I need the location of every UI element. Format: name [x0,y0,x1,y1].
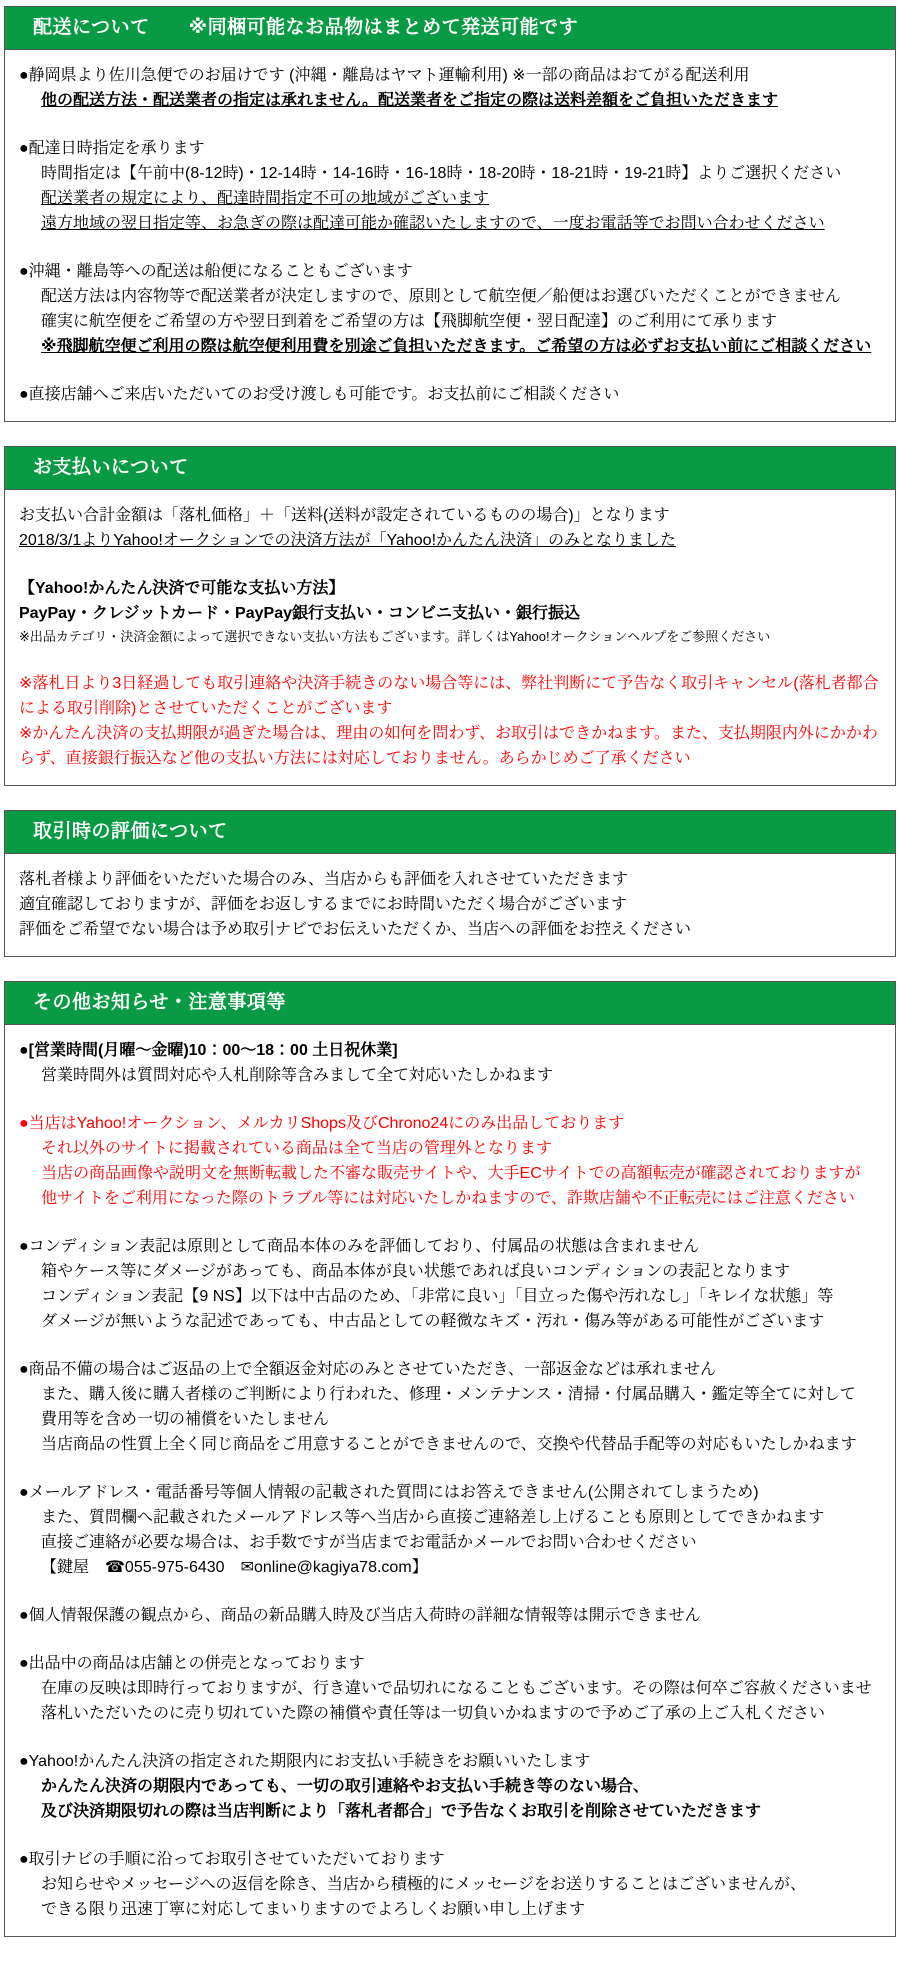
text-block [19,1847,879,1922]
bullet-line: ●コンディション表記は原則として商品本体のみを評価しており、付属品の状態は含まれません [19,1238,700,1255]
text-line: 時間指定は【午前中(8-12時)・12-14時・14-16時・16-18時・18-20時・18-21時・19-21時】よりご選択ください [41,165,842,182]
section-other-notices [4,981,896,1937]
section-header-shipping: 配送について ※同梱可能なお品物はまとめて発送可能です [5,7,895,50]
bullet-line: ●Yahoo!かんたん決済の指定された期限内にお支払い手続きをお願いいたします [19,1753,591,1770]
text-block [19,63,879,113]
section-body-rating [5,854,895,956]
text-line: ※出品カテゴリ・決済金額によって選択できない支払い方法もございます。詳しくはYahoo!オークションヘルプをご参照ください [19,629,771,644]
text-line: 箱やケース等にダメージがあっても、商品本体が良い状態であれば良いコンディションの表記となります [41,1263,791,1280]
section-payment [4,446,896,786]
text-line: 適宜確認しておりますが、評価をお返しするまでにお時間いただく場合がございます [19,896,628,913]
text-line: ※かんたん決済の支払期限が過ぎた場合は、理由の如何を問わず、お取引はできかねます。また、支払期限内外にかかわらず、直接銀行振込など他の支払い方法には対応しておりません。あらかじめご了承ください [19,725,878,767]
text-line: ダメージが無いような記述であっても、中古品としての軽微なキズ・汚れ・傷み等がある可能性がございます [41,1313,825,1330]
section-body-other-notices [5,1025,895,1936]
section-rating [4,810,896,957]
text-block [19,1234,879,1334]
bullet-line: ●静岡県より佐川急便でのお届けです (沖縄・離島はヤマト運輸利用) ※一部の商品はおてがる配送利用 [19,67,750,84]
text-block [19,136,879,236]
bullet-line: ●[営業時間(月曜～金曜)10：00～18：00 土日祝休業] [19,1042,398,1059]
text-line: 2018/3/1よりYahoo!オークションでの決済方法が「Yahoo!かんたん決済」のみとなりました [19,532,677,549]
text-block [19,576,879,648]
text-line: それ以外のサイトに掲載されている商品は全て当店の管理外となります [41,1140,552,1157]
bullet-line: ●個人情報保護の観点から、商品の新品購入時及び当店入荷時の詳細な情報等は開示できません [19,1607,701,1624]
text-line: 直接ご連絡が必要な場合は、お手数ですが当店までお電話かメールでお問い合わせください [41,1534,697,1551]
text-line: 在庫の反映は即時行っておりますが、行き違いで品切れになることもございます。その際は何卒ご容赦くださいませ [41,1680,872,1697]
bullet-line: ●配達日時指定を承ります [19,140,205,157]
text-line: 評価をご希望でない場合は予め取引ナビでお伝えいただくか、当店への評価をお控えください [19,921,692,938]
bullet-line: ●取引ナビの手順に沿ってお取引させていただいております [19,1851,445,1868]
section-header-other-notices: その他お知らせ・注意事項等 [5,982,895,1025]
text-line: 落札者様より評価をいただいた場合のみ、当店からも評価を入れさせていただきます [19,871,628,888]
text-line: かんたん決済の期限内であっても、一切の取引連絡やお支払い手続き等のない場合、 [41,1778,649,1795]
text-line: また、購入後に購入者様のご判断により行われた、修理・メンテナンス・清掃・付属品購入・鑑定等全てに対して [41,1386,856,1403]
bullet-line: ●メールアドレス・電話番号等個人情報の記載された質問にはお答えできません(公開されてしまうため) [19,1484,759,1501]
text-line: 落札いただいたのに売り切れていた際の補償や責任等は一切負いかねますので予めご了承の上ご入札ください [41,1705,826,1722]
text-block [19,1038,879,1088]
text-line: 確実に航空便をご希望の方や翌日到着をご希望の方は【飛脚航空便・翌日配達】のご利用にて承ります [41,313,778,330]
section-body-payment [5,490,895,785]
text-block [19,1749,879,1824]
text-line: 配送方法は内容物等で配送業者が決定しますので、原則として航空便／船便はお選びいただくことができません [41,288,841,305]
bullet-line: ●当店はYahoo!オークション、メルカリShops及びChrono24にのみ出品しております [19,1115,625,1132]
text-block [19,1651,879,1726]
text-block [19,1480,879,1580]
text-block [19,503,879,553]
section-shipping [4,6,896,422]
bullet-line: ●出品中の商品は店舗との併売となっております [19,1655,365,1672]
text-line: PayPay・クレジットカード・PayPay銀行支払い・コンビニ支払い・銀行振込 [19,605,580,622]
text-line: できる限り迅速丁寧に対応してまいりますのでよろしくお願い申し上げます [41,1901,586,1918]
text-line: 他サイトをご利用になった際のトラブル等には対応いたしかねますので、詐欺店舗や不正転売にはご注意ください [41,1190,855,1207]
text-line: 遠方地域の翌日指定等、お急ぎの際は配達可能か確認いたしますので、一度お電話等でお問い合わせください [41,215,825,232]
text-block [19,1111,879,1211]
bullet-line: ●沖縄・離島等への配送は船便になることもございます [19,263,413,280]
text-block [19,382,879,407]
text-block [19,1603,879,1628]
text-line: 営業時間外は質問対応や入札削除等含みまして全て対応いたしかねます [41,1067,554,1084]
notice-sections-container [0,6,900,1937]
text-line: 他の配送方法・配送業者の指定は承れません。配送業者をご指定の際は送料差額をご負担いただきます [41,92,778,109]
text-line: お知らせやメッセージへの返信を除き、当店から積極的にメッセージをお送りすることはございませんが、 [41,1876,806,1893]
text-line: ※落札日より3日経過しても取引連絡や決済手続きのない場合等には、弊社判断にて予告なく取引キャンセル(落札者都合による取引削除)とさせていただくことがございます [19,675,879,717]
text-line: 配送業者の規定により、配達時間指定不可の地域がございます [41,190,490,207]
bullet-line: ●商品不備の場合はご返品の上で全額返金対応のみとさせていただき、一部返金などは承れません [19,1361,717,1378]
text-line: 当店の商品画像や説明文を無断転載した不審な販売サイトや、大手ECサイトでの高額転売が確認されておりますが [41,1165,861,1182]
text-line: 費用等を含め一切の補償をいたしません [41,1411,330,1428]
text-line: 【Yahoo!かんたん決済で可能な支払い方法】 [19,580,345,597]
text-line: 【鍵屋 ☎055-975-6430 ✉online@kagiya78.com】 [41,1559,428,1576]
section-header-payment: お支払いについて [5,447,895,490]
text-line: また、質問欄へ記載されたメールアドレス等へ当店から直接ご連絡差し上げることも原則としてできかねます [41,1509,825,1526]
text-line: お支払い合計金額は「落札価格」＋「送料(送料が設定されているものの場合)」となります [19,507,670,524]
text-line: コンディション表記【9 NS】以下は中古品のため、「非常に良い」「目立った傷や汚れなし」「キレイな状態」等 [41,1288,834,1305]
text-line: ※飛脚航空便ご利用の際は航空便利用費を別途ご負担いただきます。ご希望の方は必ずお支払い前にご相談ください [41,338,872,355]
text-line: 及び決済期限切れの際は当店判断により「落札者都合」で予告なくお取引を削除させていただきます [41,1803,762,1820]
text-block [19,867,879,942]
text-block [19,259,879,359]
section-body-shipping [5,50,895,421]
bullet-line: ●直接店舗へご来店いただいてのお受け渡しも可能です。お支払前にご相談ください [19,386,620,403]
section-header-rating: 取引時の評価について [5,811,895,854]
text-block [19,671,879,771]
text-line: 当店商品の性質上全く同じ商品をご用意することができませんので、交換や代替品手配等の対応もいたしかねます [41,1436,857,1453]
text-block [19,1357,879,1457]
